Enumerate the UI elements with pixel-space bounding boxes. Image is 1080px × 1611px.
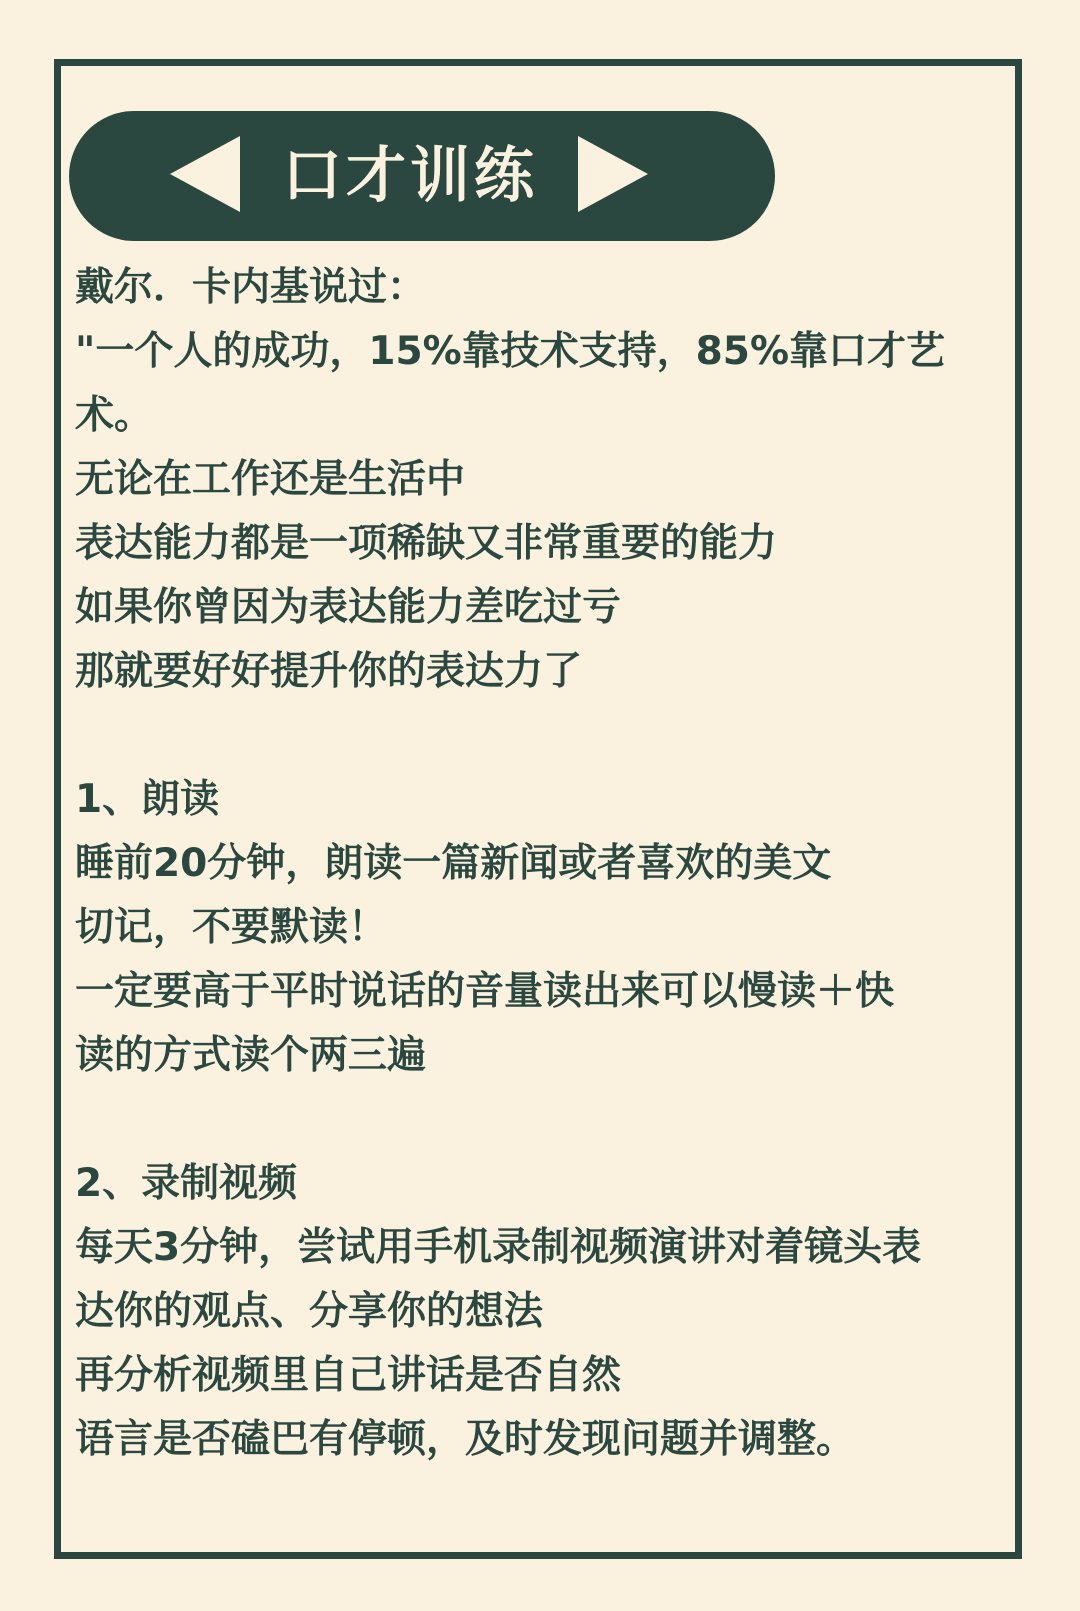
intro-line: 那就要好好提升你的表达力了	[75, 649, 583, 694]
intro-line: 如果你曾因为表达能力差吃过亏	[75, 585, 622, 630]
section2-line: 语言是否磕巴有停顿，及时发现问题并调整。	[75, 1417, 856, 1462]
intro-line: 戴尔．卡内基说过：	[75, 265, 427, 310]
section2-line: 每天3分钟，尝试用手机录制视频演讲对着镜头表	[75, 1225, 922, 1270]
page-title: 口才训练	[282, 141, 538, 211]
section1-line: 切记，不要默读！	[75, 905, 388, 950]
section-heading-video: 2、录制视频	[75, 1161, 298, 1206]
intro-line: 无论在工作还是生活中	[75, 457, 466, 502]
section2-line: 再分析视频里自己讲话是否自然	[75, 1353, 622, 1398]
intro-line: "一个人的成功，15%靠技术支持，85%靠口才艺	[75, 329, 946, 374]
paragraph-spacer	[75, 1088, 1015, 1152]
intro-line: 术。	[75, 393, 154, 438]
section2-line: 达你的观点、分享你的想法	[75, 1289, 544, 1334]
triangle-right-icon	[578, 136, 648, 212]
section-heading-reading: 1、朗读	[75, 777, 220, 822]
intro-line: 表达能力都是一项稀缺又非常重要的能力	[75, 521, 778, 566]
paragraph-spacer	[75, 704, 1015, 768]
triangle-left-icon	[170, 136, 240, 212]
section1-line: 睡前20分钟，朗读一篇新闻或者喜欢的美文	[75, 841, 832, 886]
section1-line: 一定要高于平时说话的音量读出来可以慢读＋快	[75, 969, 895, 1014]
article-body	[75, 256, 1015, 1472]
section1-line: 读的方式读个两三遍	[75, 1033, 427, 1078]
